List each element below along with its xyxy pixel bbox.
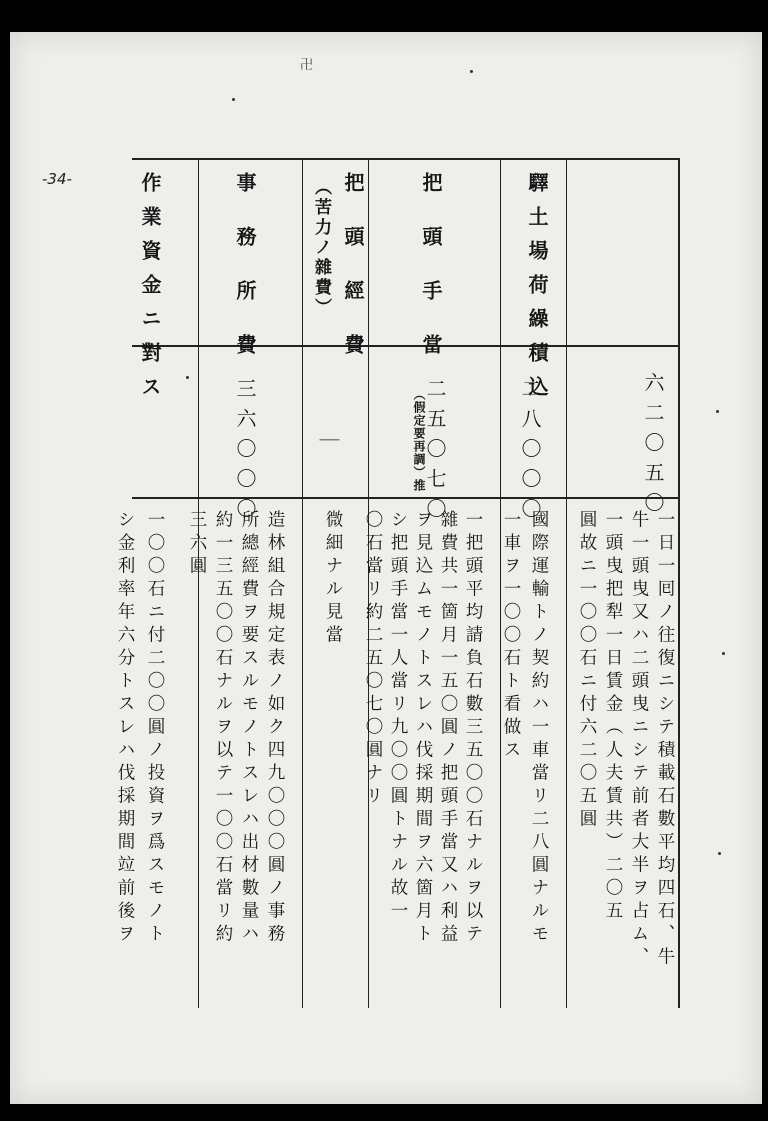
note-foreman-expense-line: 微細ナル見當 [323,510,343,648]
scan-speck [716,410,719,413]
header-funding: 作業資金ニ對ス [138,172,162,410]
page-margin-number: -34- [42,170,72,188]
note-station-loading-line: 一車ヲ一〇〇石ト看做ス [501,510,521,763]
header-office-cost: 事務所費 [233,172,257,388]
column-divider [566,158,567,1008]
note-office-line: 約一三五〇〇石ナルヲ以テ一〇〇石當リ約 [213,510,233,947]
amount-station-loading: 二八〇〇〇 [518,378,542,528]
note-transport-line: 圓故ニ一〇〇石ニ付六二〇五圓 [577,510,597,832]
note-office-line: 造林組合規定表ノ如ク四九〇〇〇圓ノ事務 [265,510,285,947]
header-foreman-allowance: 把頭手當 [419,172,443,388]
scan-speck [722,652,725,655]
note-transport-line: 一頭曳把犁一日賃金（人夫賃共）二〇五 [603,510,623,924]
header-foreman-expense: 把頭經費 [341,172,365,388]
note-foreman-allowance-line: ヲ見込ムモノトスレハ伐採期間ヲ六箇月ト [413,510,433,947]
note-funding-line: 一〇〇石ニ付二〇〇圓ノ投資ヲ爲スモノト [145,510,165,947]
scan-speck [232,98,235,101]
column-divider [302,158,303,1008]
header-mark: 卍 [300,58,314,73]
scan-speck [470,70,473,73]
amount-transport: 六二〇五〇 [641,372,665,522]
note-office-line: 所總經費ヲ要スルモノトスレハ出材數量ハ [239,510,259,947]
note-transport-line: 牛一頭曳又ハ二頭曳ニシテ前者大半ヲ占ム、 [629,510,649,970]
note-funding-line: シ金利率年六分トスレハ伐採期間竝前後ヲ [115,510,135,947]
note-foreman-allowance-line: シ把頭手當一人當リ九〇〇圓トナル故一 [388,510,408,924]
note-foreman-allowance-line: 一把頭平均請負石數三五〇〇石ナルヲ以テ [463,510,483,947]
note-transport-line: 一日一囘ノ往復ニシテ積載石數平均四石、牛 [655,510,675,970]
note-station-loading-line: 國際運輸トノ契約ハ一車當リ二八圓ナルモ [529,510,549,947]
amount-foreman-allowance: 二五〇七〇 [423,378,447,528]
table-header-rule [132,345,680,347]
note-foreman-allowance-line: 〇石當リ約二五〇七〇圓ナリ [363,510,383,809]
amount-foreman-expense: ｜ [316,430,340,460]
amount-foreman-allowance-note: （假定要再調）推 [412,388,426,492]
header-station-loading: 驛土場荷繰積込 [525,172,549,410]
table-top-rule [132,158,680,160]
note-office-line: 三六圓 [187,510,207,579]
scan-speck [718,852,721,855]
note-foreman-allowance-line: 雜費共一箇月一五〇圓ノ把頭手當又ハ利益 [438,510,458,947]
header-foreman-expense-sub: （苦力ノ雜費） [311,178,331,318]
table-amount-rule [132,497,680,499]
amount-office-cost: 三六〇〇〇 [233,378,257,528]
scan-speck [186,376,189,379]
